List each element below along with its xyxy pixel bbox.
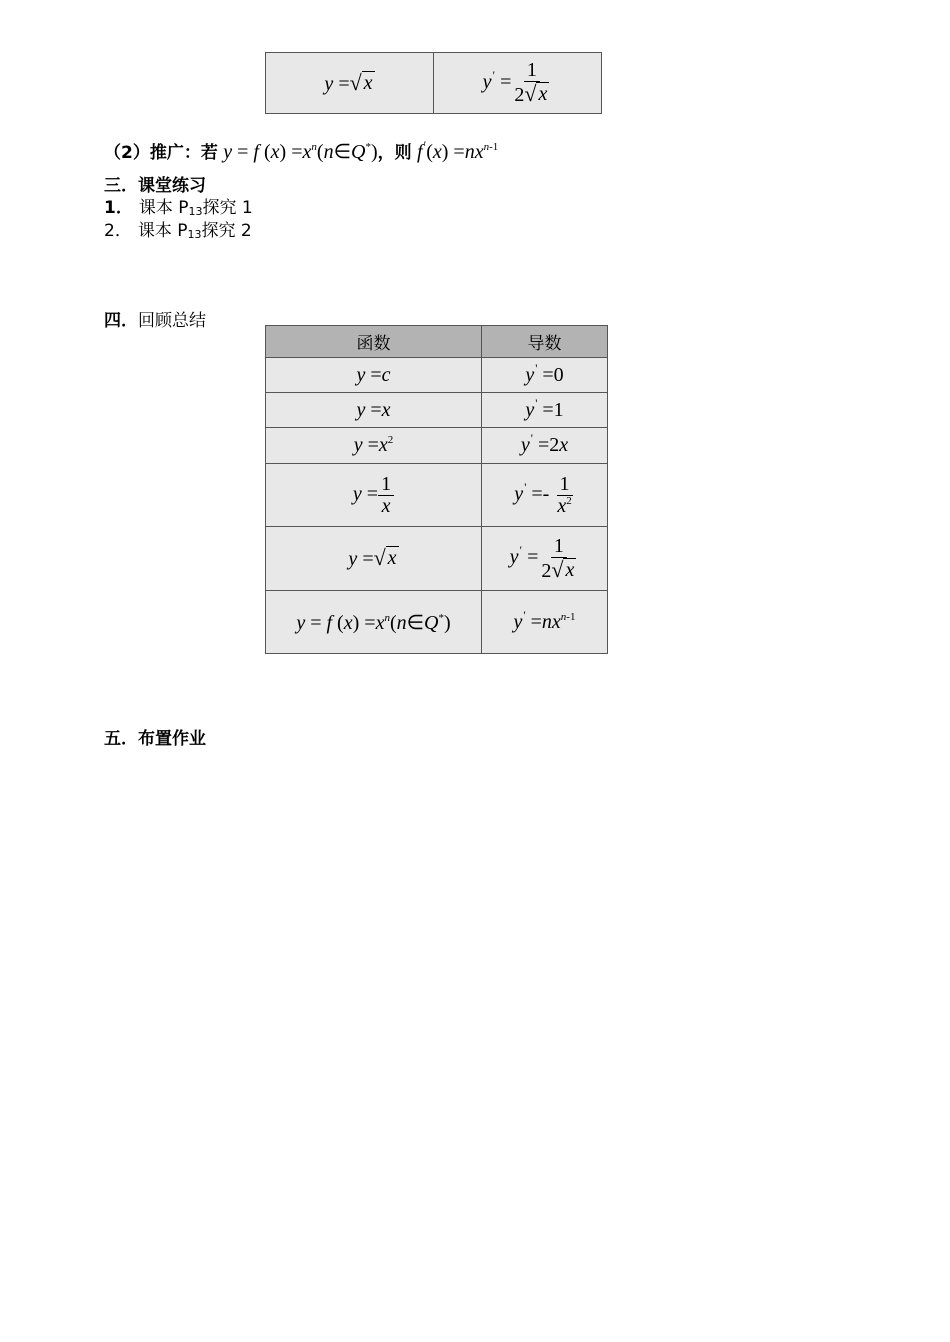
summary-row-sqrt: y = √ x y′ = 1 2 √ x bbox=[266, 527, 608, 591]
section-3-title: 三．课堂练习 bbox=[104, 176, 206, 196]
summary-row-constant: y =c y' =0 bbox=[266, 358, 608, 393]
sqrt-derivative-formula: y′ = 1 2 √ x bbox=[482, 59, 548, 106]
section-4-title-text: 回顾总结 bbox=[138, 311, 206, 331]
top-table-function-cell bbox=[266, 53, 434, 114]
generalization-middle: ，则 bbox=[377, 143, 412, 163]
generalization-derivative-formula: $f'(x) =nx^{n-1}$ bbox=[417, 138, 499, 163]
generalization-line bbox=[104, 138, 498, 164]
exercise-item-1-text-a: 课本 P bbox=[138, 198, 189, 218]
sqrt-function-formula: y = √ x bbox=[324, 69, 373, 95]
summary-header-function: 函数 bbox=[266, 326, 482, 358]
summary-header-derivative: 导数 bbox=[482, 326, 608, 358]
exercise-item-2-text-a: 课本 P bbox=[137, 221, 188, 241]
summary-row-power: y = f $(x) =x^n(n\in Q^*)$ $y' =nx^{n-1}$ bbox=[266, 591, 608, 654]
section-5-title: 五．布置作业 bbox=[104, 729, 206, 749]
summary-row-square: $y =x^2$ y' =2x bbox=[266, 428, 608, 464]
exercise-item-2-text-b: 探究 2 bbox=[201, 221, 252, 241]
exercise-item-1-sub: 13 bbox=[188, 205, 203, 218]
top-table-derivative-cell bbox=[434, 53, 602, 114]
exercise-item-2-sub: 13 bbox=[187, 228, 202, 241]
generalization-prefix: （2）推广：若 bbox=[104, 143, 218, 163]
top-derivative-table bbox=[265, 52, 602, 114]
exercise-item-1-number: 1． bbox=[104, 198, 133, 218]
summary-row-linear: y =x y' =1 bbox=[266, 393, 608, 428]
exercise-item-1 bbox=[104, 193, 253, 218]
summary-row-reciprocal: y = $\frac{1}{x}$ y' =- $\frac{1}{x^2}$ bbox=[266, 464, 608, 527]
section-4-title bbox=[104, 306, 206, 331]
generalization-function-formula: y = f $(x) =x^n(n\in Q^*)$ bbox=[223, 141, 378, 163]
summary-derivative-table bbox=[265, 325, 608, 654]
exercise-item-2-number: 2． bbox=[104, 221, 132, 241]
section-4-number: 四． bbox=[104, 311, 138, 331]
exercise-item-2 bbox=[104, 216, 252, 241]
exercise-item-1-text-b: 探究 1 bbox=[202, 198, 253, 218]
